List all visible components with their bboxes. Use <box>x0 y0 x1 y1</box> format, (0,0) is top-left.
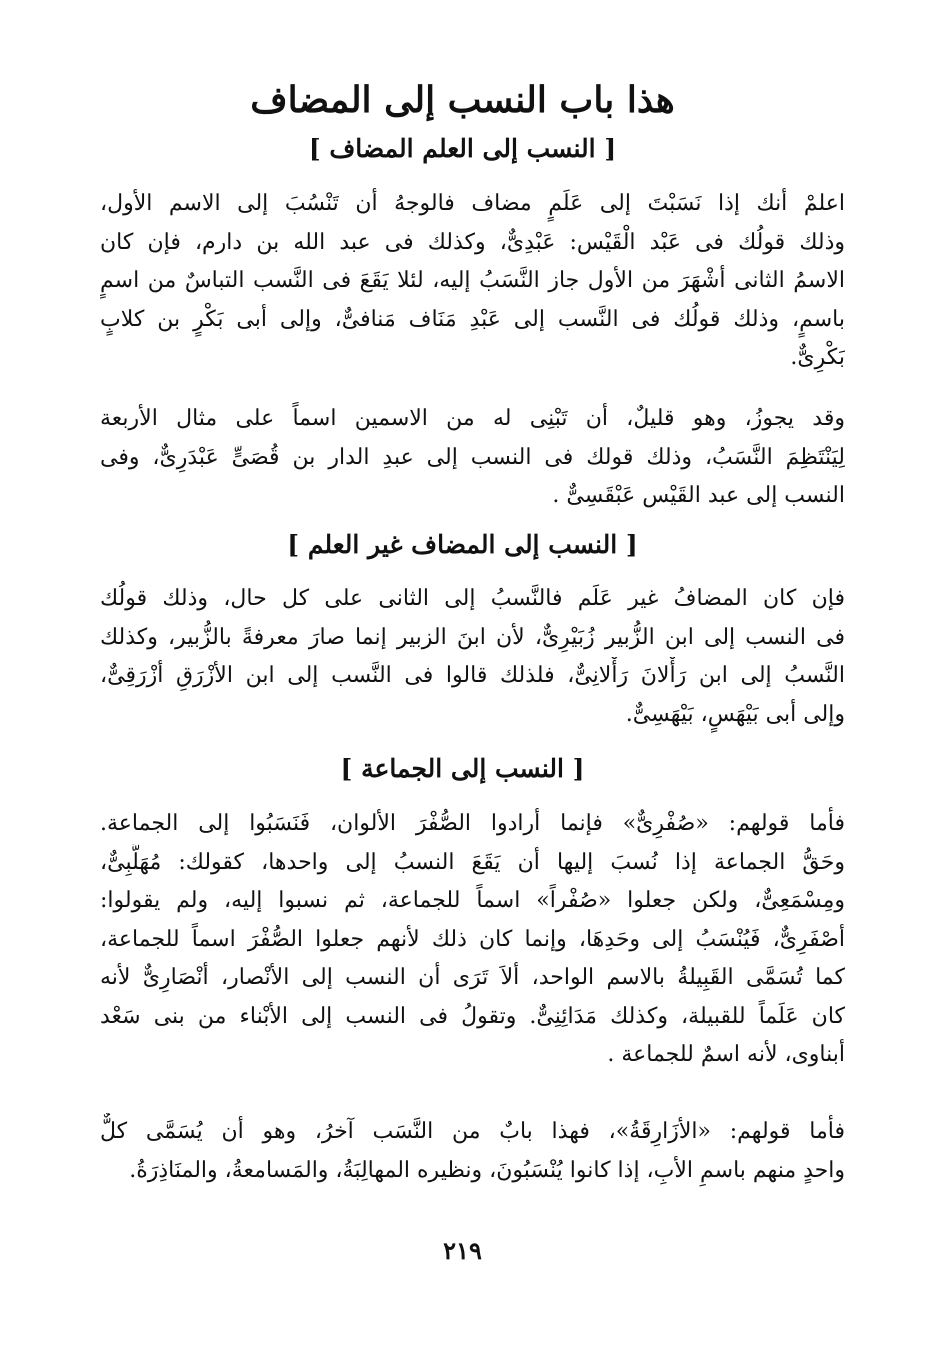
text-line: أبناوى، لأنه اسمٌ للجماعة . <box>607 1042 845 1067</box>
text-line: وقد يجوزُ، وهو قليلٌ، أن تَبْنِى له من الاسمين اسماً على مثال الأربعة <box>100 406 845 431</box>
paragraph <box>100 185 845 378</box>
chapter-title: هذا باب النسب إلى المضاف <box>250 79 675 121</box>
text-line: وحَقُّ الجماعة إذا نُسبَ إليها أن يَقَعَ النسبُ إلى واحدها، كقولك: مُهَلَّبِىٌّ، <box>100 849 845 875</box>
text-line: واحدٍ منهم باسمِ الأبِ، إذا كانوا يُنْسَبُونَ، ونظيره المهالِبَةُ، والمَسامعةُ، والمنَاذِرَةُ. <box>129 1157 845 1183</box>
page-number: ٢١٩ <box>443 1236 482 1265</box>
text-line: فإن كان المضافُ غير عَلَم فالنَّسبُ إلى الثانى على كل حال، وذلك قولُك <box>100 586 845 611</box>
text-line: فأما قولهم: «الأزَارِقَةُ»، فهذا بابٌ من النَّسَب آخرُ، وهو أن يُسَمَّى كلٌّ <box>100 1119 845 1144</box>
text-line: وذلك قولُك فى عَبْد الْقَيْس: عَبْدِىٌّ، وكذلك فى عبد الله بن دارم، فإن كان <box>100 229 845 255</box>
text-line: الاسمُ الثانى أشْهَرَ من الأول جاز النَّسَبُ إليه، لئلا يَقَعَ فى النَّسب التباسٌ من اسمٍ <box>100 268 845 293</box>
text-line: باسمٍ، وذلك قولُك فى النَّسب إلى عَبْدِ مَنَاف مَنافىٌّ، وإلى أبى بَكْرٍ بن كلابٍ <box>100 306 845 332</box>
text-line: كما تُسَمَّى القَبِيلةُ بالاسم الواحد، ألاَ تَرَى أن النسب إلى الأنْصار، أنْصَارِىٌّ لأنه <box>100 965 845 990</box>
text-line: لِيَنْتَظِمَ النَّسَبُ، وذلك قولك فى النسب إلى عبدِ الدار بن قُصَىٍّ عَبْدَرِىٌّ، وفى <box>100 444 845 470</box>
text-line: وإلى أبى بَيْهَسٍ، بَيْهَسِىٌّ. <box>625 701 845 727</box>
text-line: فى النسب إلى ابن الزُّبير زُبَيْرِىٌّ، لأن ابنَ الزبير إنما صارَ معرفةً بالزُّبير، وكذلك <box>100 624 845 650</box>
section-heading: [ النسب إلى المضاف غير العلم ] <box>287 530 638 559</box>
text-line: النَّسبُ إلى ابن رَأْلانَ رَأْلانِىٌّ، فلذلك قالوا فى النَّسب إلى ابن الأزْرَقِ أزْرَقِىٌّ، <box>100 663 845 688</box>
text-line: اعلمْ أنك إذا نَسَبْتَ إلى عَلَمٍ مضاف فالوجهُ أن تَنْسُبَ إلى الاسم الأول، <box>100 191 845 216</box>
text-line: أصْفَرِىٌّ، فَيُنْسَبُ إلى وحَدِهَا، وإنما كان ذلك لأنهم جعلوا الصُّفْرَ اسماً للجماعة، <box>100 926 845 952</box>
text-line: ومِسْمَعِىٌّ، ولكن جعلوا «صُفْراً» اسماً للجماعة، ثم نسبوا إليه، ولم يقولوا: <box>100 888 845 913</box>
section-heading: [ النسب إلى العلم المضاف ] <box>308 134 617 163</box>
paragraph <box>100 1113 845 1190</box>
text-line: كان عَلَماً للقبيلة، وكذلك مَدَائِنِىٌّ. وتقولُ فى النسب إلى الأبْناء من بنى سَعْد <box>100 1003 845 1029</box>
paragraph <box>100 805 845 1075</box>
paragraph <box>100 400 845 516</box>
paragraph <box>100 580 845 734</box>
section-heading: [ النسب إلى الجماعة ] <box>340 754 585 783</box>
text-line: فأما قولهم: «صُفْرِىٌّ» فإنما أرادوا الصُّفْرَ الألوان، فَنَسَبُوا إلى الجماعة. <box>100 811 845 836</box>
text-line: النسب إلى عبد القَيْس عَبْقَسِىٌّ . <box>552 483 845 508</box>
text-line: بَكْرِىٌّ. <box>790 345 845 370</box>
